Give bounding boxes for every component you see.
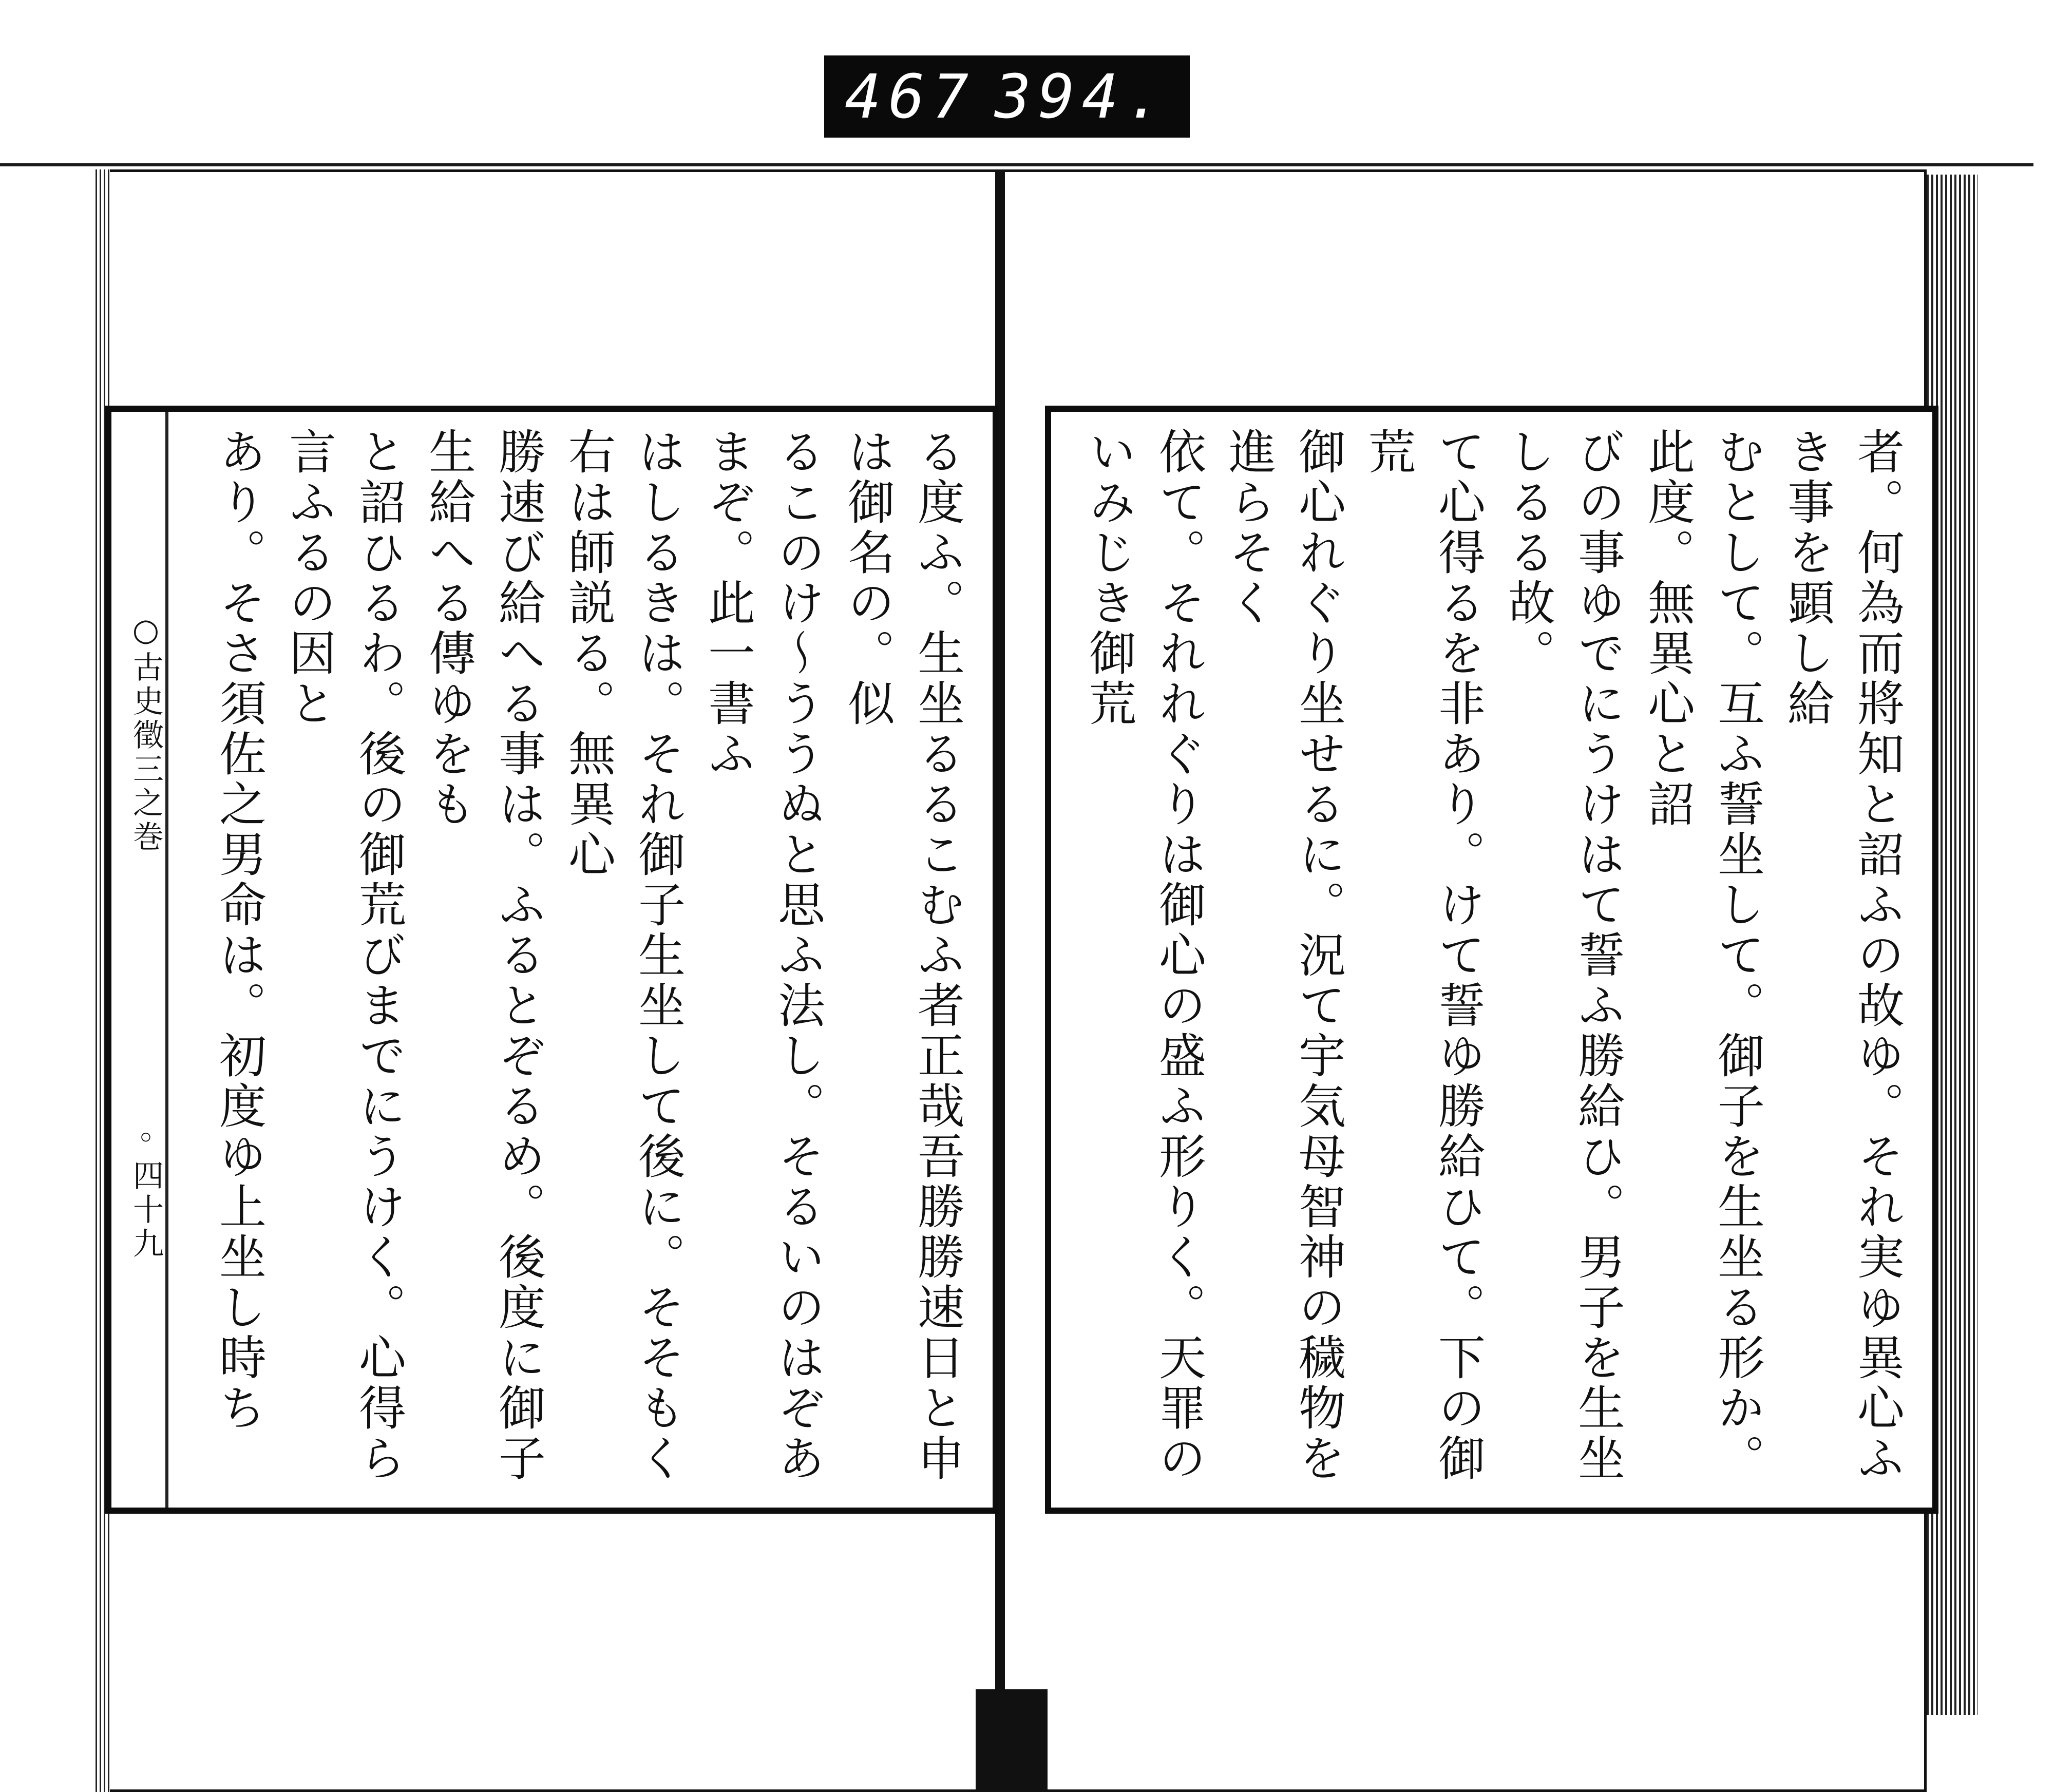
scan-top-rule (0, 163, 2033, 166)
right-body-text (1077, 427, 1912, 1492)
scan-number-left: 467 (845, 61, 976, 132)
text-column: 依て。それれぐりは御心の盛ふ形りく。天罪のいみじき御荒 (1081, 427, 1206, 1484)
left-body-text (199, 427, 972, 1492)
right-text-frame (1045, 406, 1938, 1514)
scan-number-right: 394. (994, 61, 1169, 132)
text-column: 勝速び給へる事は。ふるとぞるめ。後度に御子生給へる傳ゆをも (421, 427, 546, 1484)
left-text-frame (105, 406, 999, 1514)
text-column: と詔ひるわ。後の御荒びまでにうけく。心得ら言ふるの因と (281, 427, 406, 1484)
page-folio: ◦四十九 (128, 1120, 164, 1261)
text-column: はしるきは。それ御子生坐して後に。そそもく右は師説る。無異心 (561, 427, 686, 1484)
text-column: る度ふ。生坐るるこむふ者正哉吾勝勝速日と申は御名の。似 (840, 427, 965, 1484)
text-column: るこのけ〜ううぬと思ふ法し。そるいのはぞあまぞ。此一書ふ (700, 427, 825, 1484)
text-column: むとして。互ふ誓坐して。御子を生坐る形か。此度。無異心と詔 (1640, 427, 1765, 1484)
gutter-shadow (976, 1689, 1048, 1792)
text-column: 御心れぐり坐せるに。況て宇気母智神の穢物を進らそく (1221, 427, 1346, 1484)
text-column: て心得るを非あり。けて誓ゆ勝給ひて。下の御荒 (1361, 427, 1486, 1484)
scan-number-label (824, 55, 1190, 138)
text-column: あり。そさ須佐之男命は。初度ゆ上坐し時ち (212, 427, 267, 1434)
margin-rule (165, 412, 168, 1508)
book-title: ○古史徵三之巻 (128, 612, 164, 854)
text-column: びの事ゆでにうけはて誓ふ勝給ひ。男子を生坐しるる故。 (1500, 427, 1625, 1484)
text-column: 者。何為而將知と詔ふの故ゆ。それ実ゆ異心ふき事を顕し給 (1780, 427, 1905, 1484)
